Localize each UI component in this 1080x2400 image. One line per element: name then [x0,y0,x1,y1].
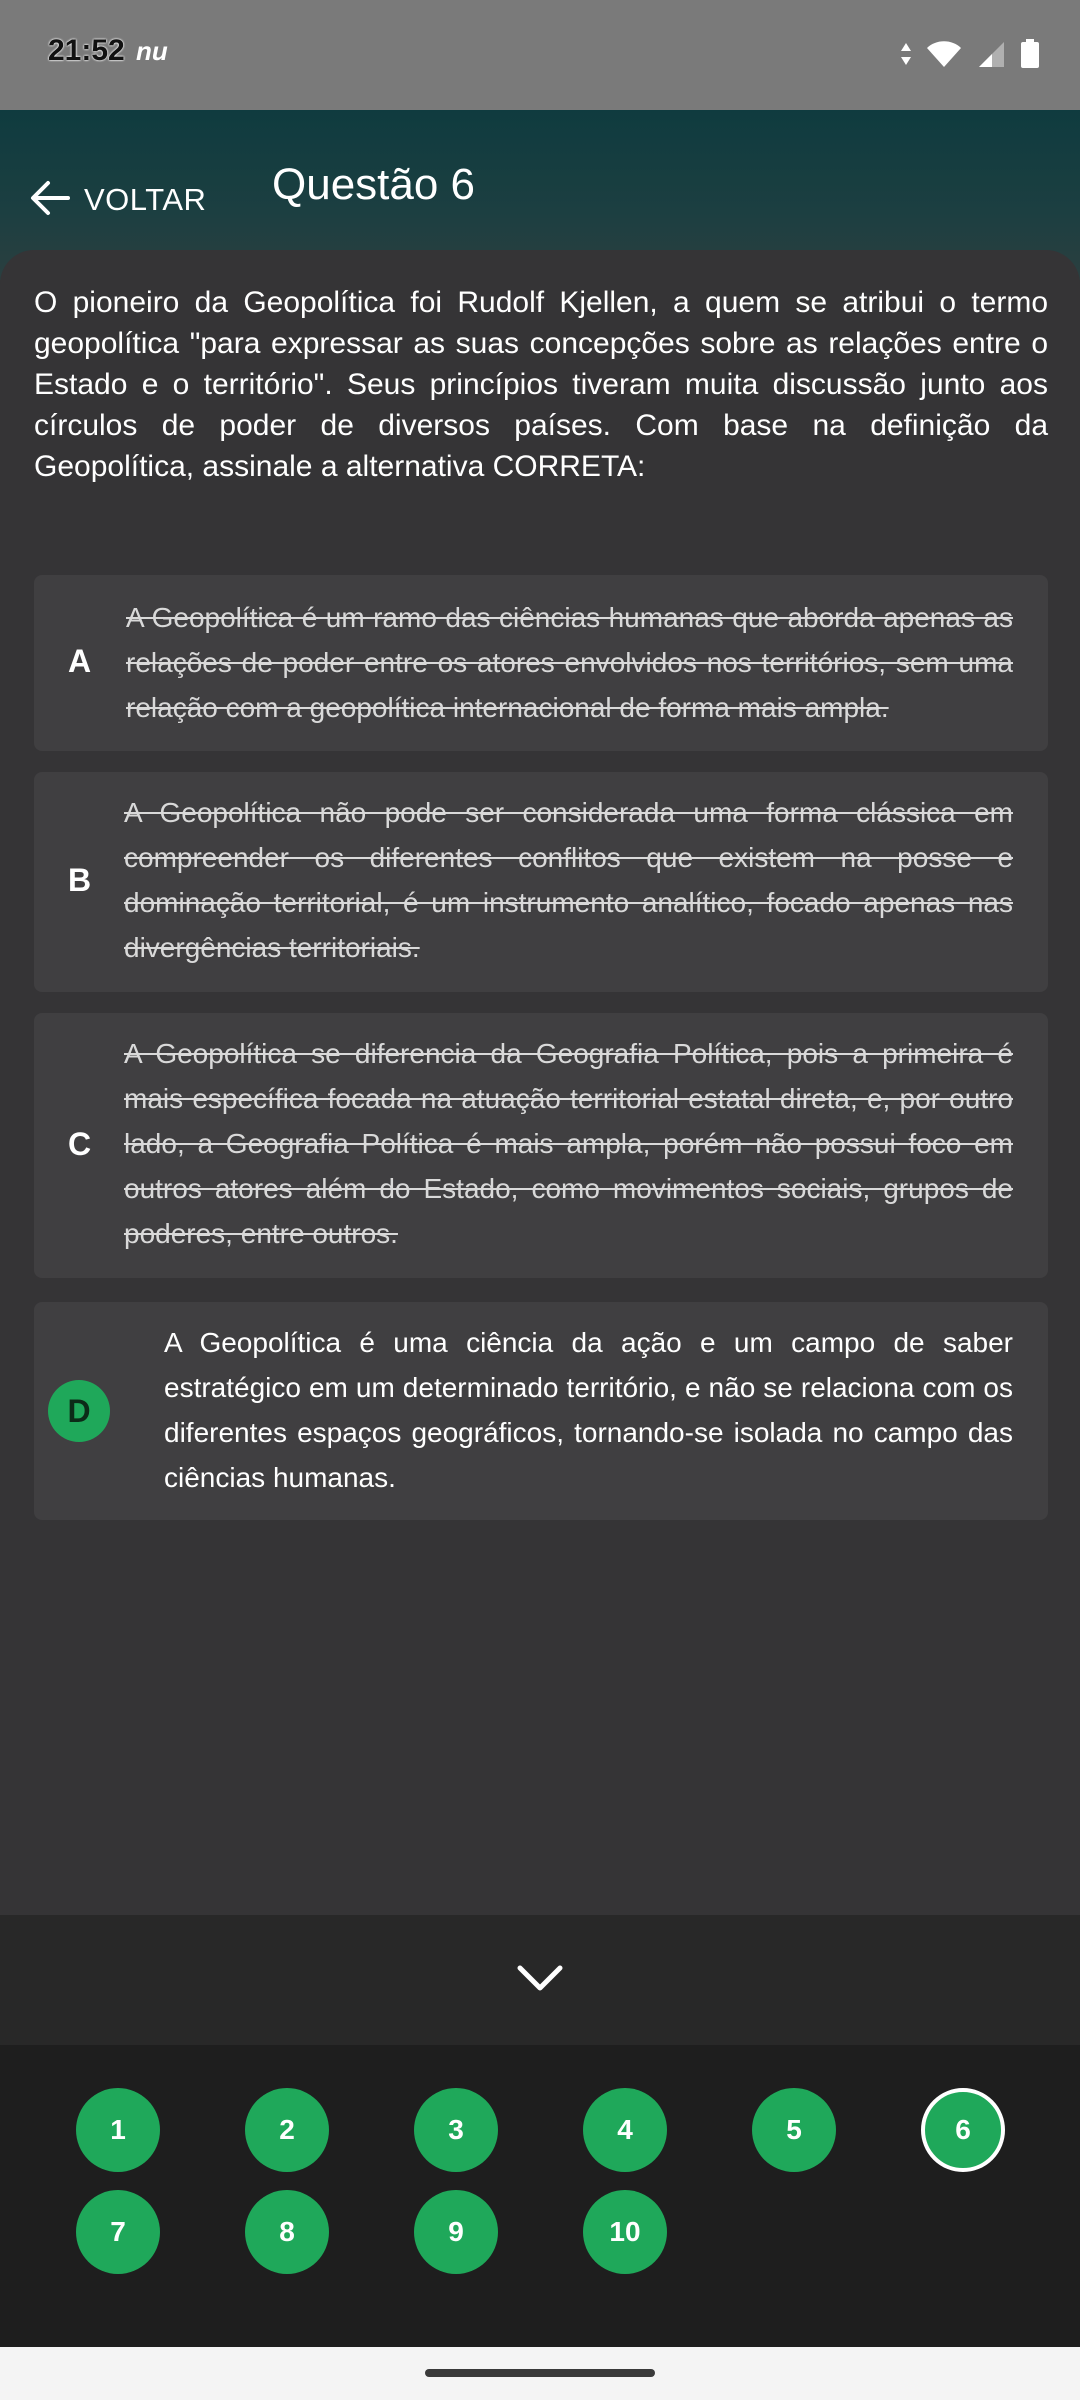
option-letter: A [68,643,92,679]
back-label: VOLTAR [84,182,207,217]
status-icons [900,36,1040,76]
option-letter-badge: D [48,1380,110,1442]
question-number-button[interactable]: 9 [414,2190,498,2274]
status-time: 21:52 [48,34,125,67]
arrow-left-icon [30,180,70,221]
home-indicator[interactable] [425,2369,655,2377]
option-text: A Geopolítica não pode ser considerada uma forma clássica em compreender os diferentes conflitos que existem na posse e dominação territorial, é um instrumento analítico, focado apenas nas divergências territoriais. [124,797,1013,963]
option-letter: B [68,862,92,898]
option-a[interactable] [34,575,1048,751]
question-number-button[interactable]: 1 [76,2088,160,2172]
option-b[interactable] [34,772,1048,992]
question-number-button[interactable]: 7 [76,2190,160,2274]
gesture-bar [0,2347,1080,2400]
option-c[interactable] [34,1013,1048,1278]
question-number-button-current[interactable]: 6 [921,2088,1005,2172]
question-text: O pioneiro da Geopolítica foi Rudolf Kjellen, a quem se atribui o termo geopolítica "para expressar as suas concepções sobre as relações entre o Estado e o território". Seus princípios tiveram muita discussão junto aos círculos de poder de diversos países. Com base na definição da Geopolítica, assinale a alternativa CORRETA: [34,286,1048,483]
question-number-button[interactable]: 3 [414,2088,498,2172]
collapse-nav-button[interactable] [0,1915,1080,2045]
battery-icon [1020,39,1040,74]
option-letter: C [68,1126,92,1162]
question-number-button[interactable]: 2 [245,2088,329,2172]
question-content [0,250,1080,1915]
page-title: Questão 6 [272,160,476,209]
option-text: A Geopolítica é uma ciência da ação e um campo de saber estratégico em um determinado território, e não se relaciona com os diferentes espaços geográficos, tornando-se isolada no campo das ciências humanas. [164,1327,1013,1493]
question-number-button[interactable]: 5 [752,2088,836,2172]
option-d[interactable] [34,1302,1048,1520]
option-text: A Geopolítica é um ramo das ciências humanas que aborda apenas as relações de poder entre os atores envolvidos nos territórios, sem uma relação com a geopolítica internacional de forma mais ampla. [126,602,1013,723]
carrier-logo: nu [136,36,168,66]
question-number-button[interactable]: 8 [245,2190,329,2274]
question-number-button[interactable]: 10 [583,2190,667,2274]
option-text: A Geopolítica se diferencia da Geografia Política, pois a primeira é mais específica focada na atuação territorial estatal direta, e, por outro lado, a Geografia Política é mais ampla, porém não possui foco em outros atores além do Estado, como movimentos sociais, grupos de poderes, entre outros. [124,1038,1013,1249]
status-bar [0,0,1080,110]
question-navigator [0,2045,1080,2347]
data-arrows-icon [900,41,912,72]
back-button[interactable] [30,170,206,230]
wifi-icon [926,40,962,73]
chevron-down-icon [516,1963,564,1998]
question-number-button[interactable]: 4 [583,2088,667,2172]
signal-icon [976,40,1006,73]
